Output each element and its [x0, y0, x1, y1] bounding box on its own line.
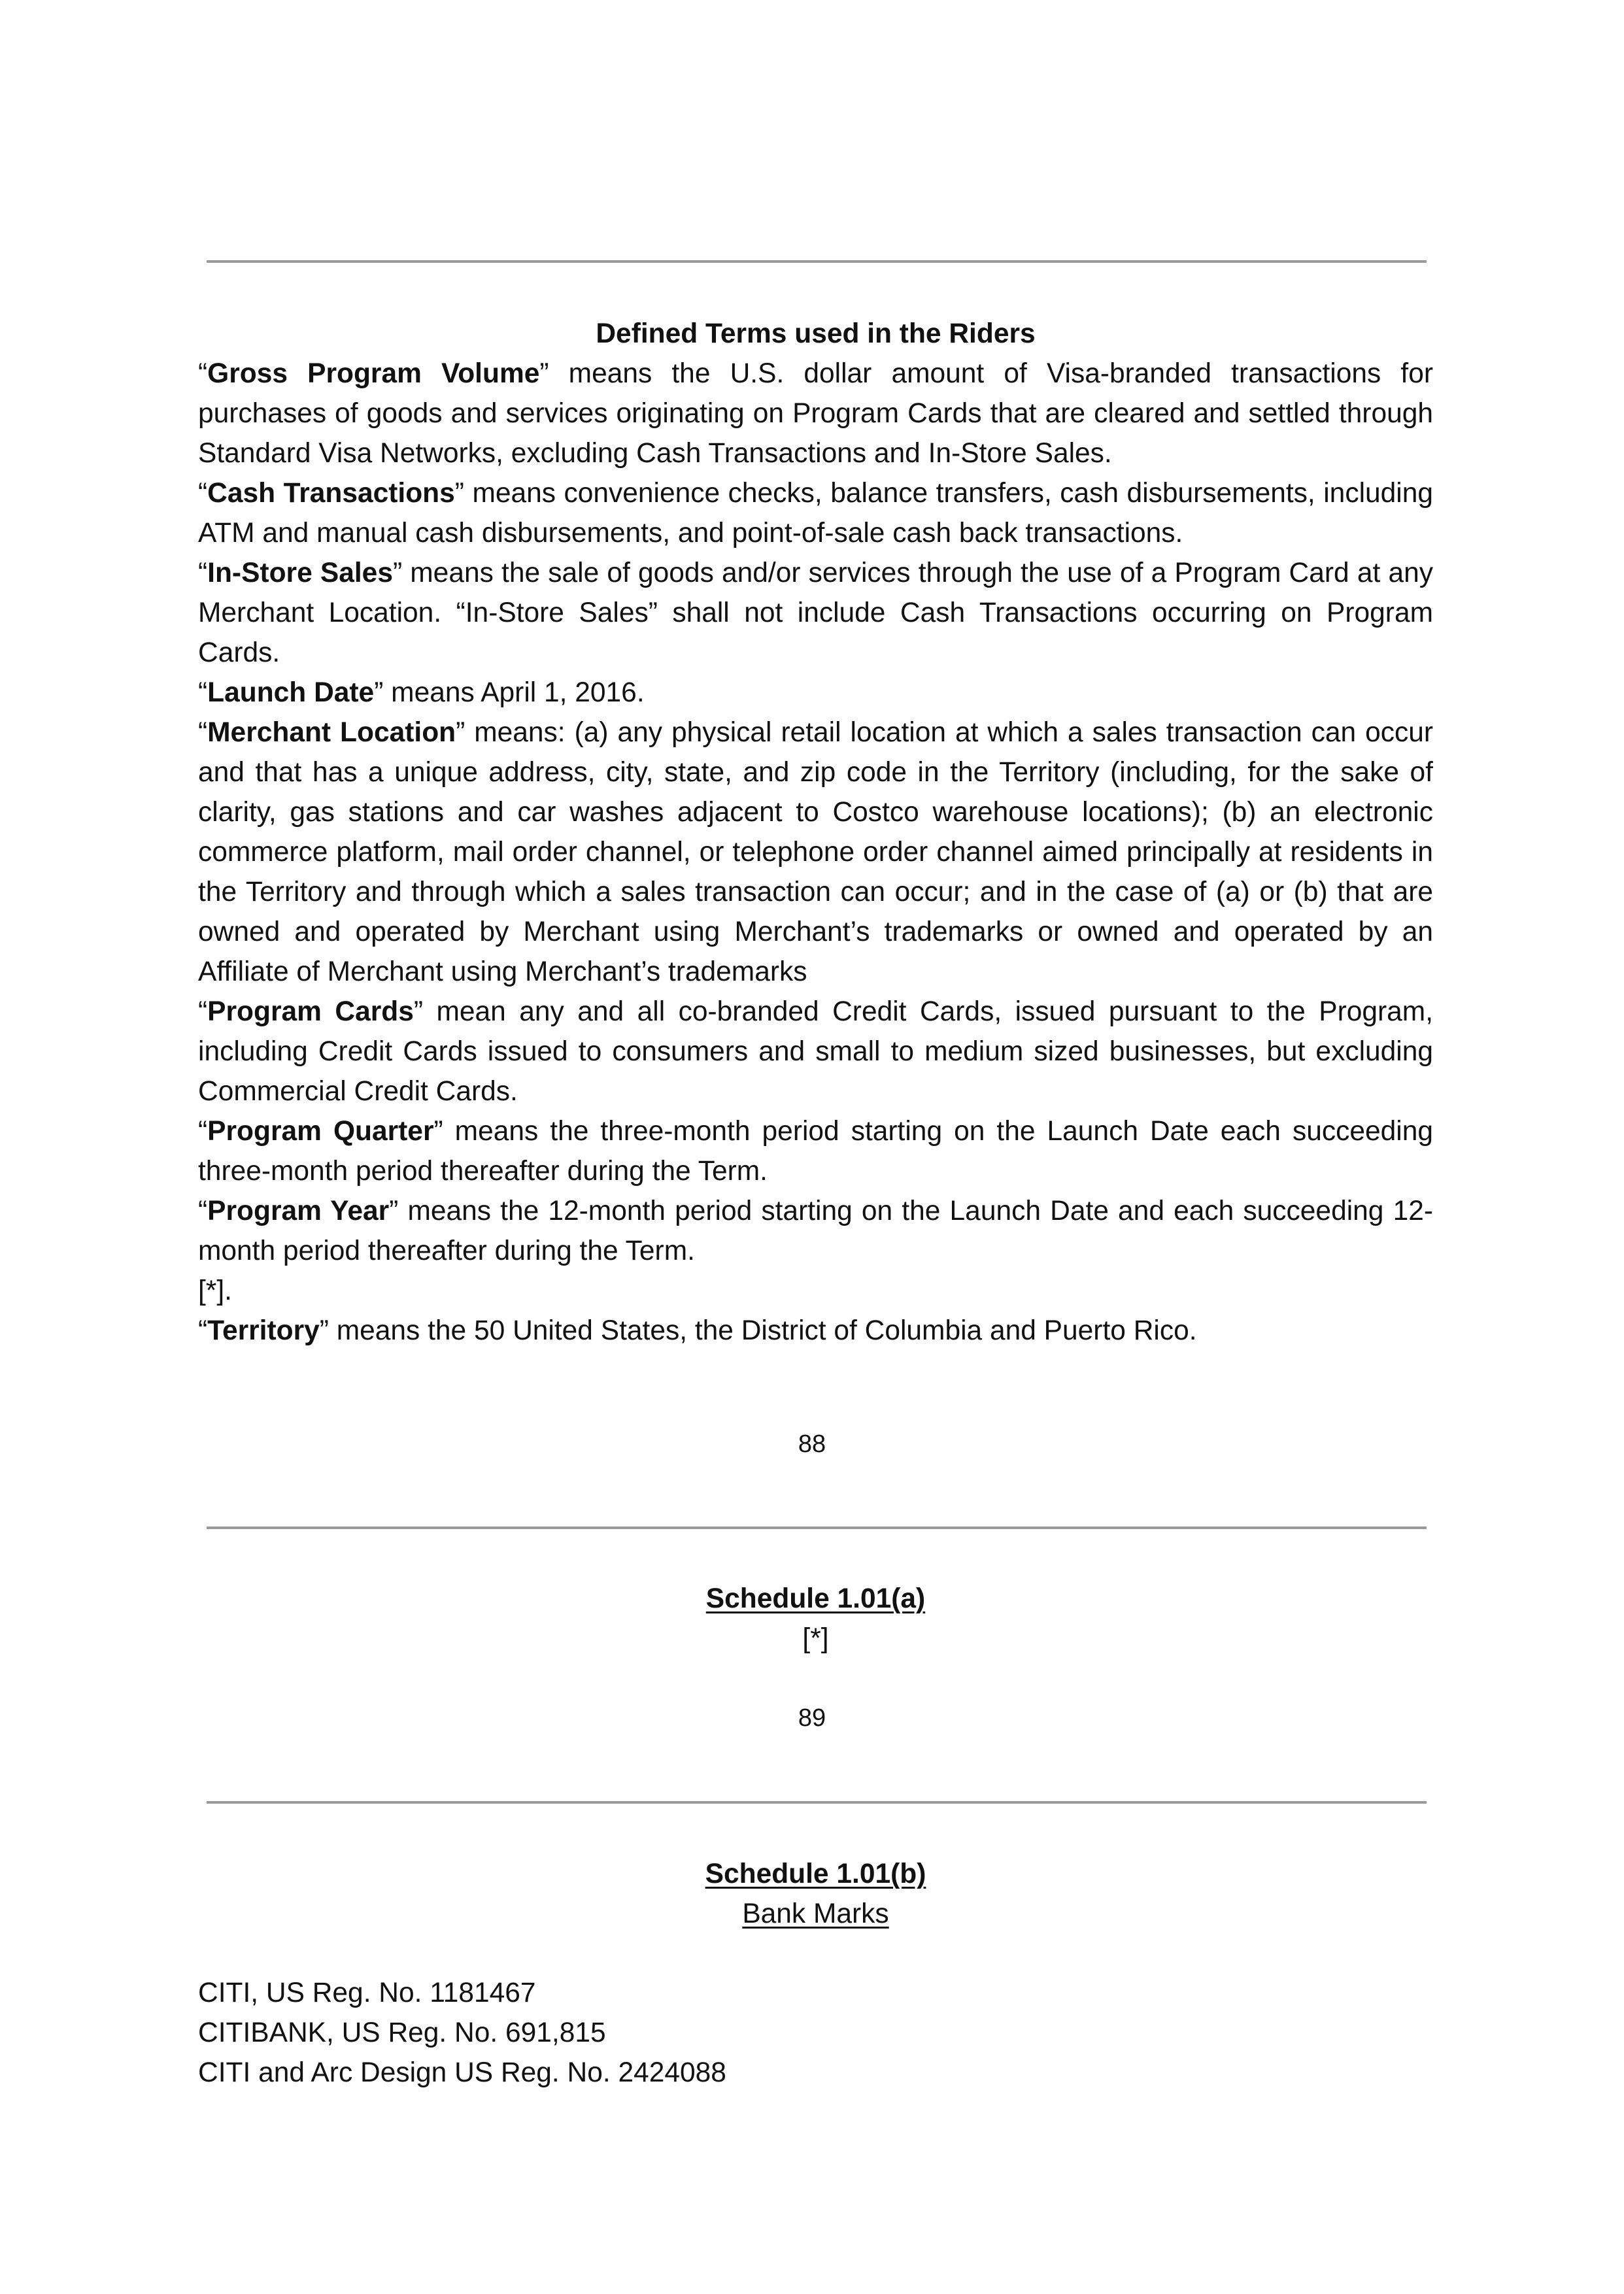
schedule-a-section: [198, 1579, 1433, 1659]
defined-term: Program Quarter: [207, 1116, 434, 1147]
defined-term: In-Store Sales: [207, 558, 393, 588]
page-number-89: 89: [798, 1704, 826, 1732]
defined-term: Cash Transactions: [207, 478, 455, 509]
defined-term: Gross Program Volume: [207, 358, 540, 389]
definition-text: ” means April 1, 2016.: [374, 677, 645, 708]
defined-term: Launch Date: [207, 677, 375, 708]
definition-text: ” means the 12-month period starting on the Launch Date and each succeeding 12-month period thereafter during the Term.: [198, 1196, 1433, 1266]
definition-cash-transactions: [198, 473, 1433, 553]
bank-marks-list: [198, 1973, 1433, 2093]
open-quote: “: [198, 996, 208, 1027]
definition-program-cards: [198, 992, 1433, 1111]
open-quote: “: [198, 1116, 208, 1147]
schedule-b-subtitle: Bank Marks: [742, 1898, 889, 1929]
definition-launch-date: [198, 673, 1433, 713]
bank-mark-item: CITI and Arc Design US Reg. No. 2424088: [198, 2057, 726, 2088]
definition-in-store-sales: [198, 553, 1433, 673]
defined-term: Territory: [207, 1315, 320, 1346]
defined-terms-section: [198, 314, 1433, 1351]
open-quote: “: [198, 358, 208, 389]
defined-terms-heading: Defined Terms used in the Riders: [596, 318, 1036, 349]
definition-text: ” means convenience checks, balance transfers, cash disbursements, including ATM and manual cash disbursements, and point-of-sale cash back transactions.: [198, 478, 1433, 548]
bank-mark-item: CITI, US Reg. No. 1181467: [198, 1978, 536, 2008]
open-quote: “: [198, 717, 208, 748]
definition-text: ” means the 50 United States, the District of Columbia and Puerto Rico.: [319, 1315, 1197, 1346]
redacted-definition: [198, 1271, 1433, 1311]
open-quote: “: [198, 1196, 208, 1226]
page-number-88: 88: [798, 1430, 826, 1458]
definition-text: ” means: (a) any physical retail location at which a sales transaction can occur and that has a unique address, city, state, and zip code in the Territory (including, for the sake of clarity, gas stations and car washes adjacent to Costco warehouse locations); (b) an electronic commerce platform, mail order channel, or telephone order channel aimed principally at residents in the Territory and through which a sales transaction can occur; and in the case of (a) or (b) that are owned and operated by Merchant using Merchant’s trademarks or owned and operated by an Affiliate of Merchant using Merchant’s trademarks: [198, 717, 1434, 987]
definition-text: ” mean any and all co-branded Credit Cards, issued pursuant to the Program, including Credit Cards issued to consumers and small to medium sized businesses, but excluding Commercial Credit Cards.: [198, 996, 1434, 1107]
open-quote: “: [198, 558, 208, 588]
definition-program-year: [198, 1191, 1433, 1271]
definition-merchant-location: [198, 713, 1433, 992]
defined-term: Program Year: [207, 1196, 390, 1226]
page-divider-bottom: [207, 1801, 1427, 1804]
definition-gross-program-volume: [198, 354, 1433, 473]
bank-mark-item: CITIBANK, US Reg. No. 691,815: [198, 2017, 606, 2048]
definition-text: ” means the U.S. dollar amount of Visa-branded transactions for purchases of goods and services originating on Program Cards that are cleared and settled through Standard Visa Networks, excluding Cash Transactions and In-Store Sales.: [198, 358, 1433, 469]
definition-text: ” means the three-month period starting on the Launch Date each succeeding three-month period thereafter during the Term.: [198, 1116, 1433, 1187]
schedule-b-title: Schedule 1.01(b): [705, 1859, 926, 1889]
schedule-a-body: [*]: [802, 1623, 829, 1654]
page-divider-middle: [207, 1527, 1427, 1529]
definitions-list: [198, 354, 1433, 1351]
open-quote: “: [198, 677, 208, 708]
redacted-text: [*].: [198, 1275, 232, 1306]
open-quote: “: [198, 478, 208, 509]
defined-term: Merchant Location: [207, 717, 456, 748]
definition-program-quarter: [198, 1111, 1433, 1191]
defined-term: Program Cards: [207, 996, 414, 1027]
definition-territory: [198, 1311, 1433, 1351]
open-quote: “: [198, 1315, 208, 1346]
schedule-b-section: [198, 1854, 1433, 1934]
schedule-a-title: Schedule 1.01(a): [705, 1583, 926, 1614]
definition-text: ” means the sale of goods and/or services through the use of a Program Card at any Merchant Location. “In-Store Sales” shall not include Cash Transactions occurring on Program Cards.: [198, 558, 1433, 668]
page-divider-top: [207, 260, 1427, 263]
